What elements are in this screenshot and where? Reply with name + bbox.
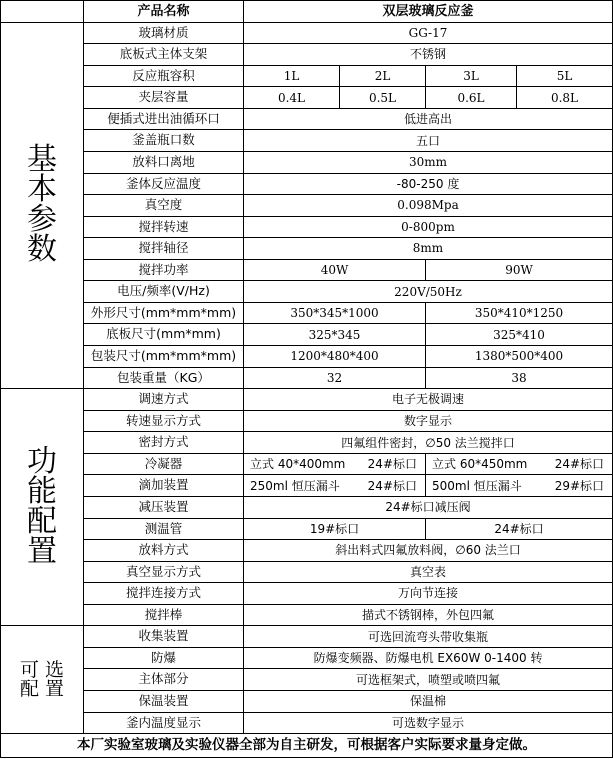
row-value: 五口 [244,130,613,152]
table-row [1,195,613,217]
row-value: 不锈钢 [244,44,613,66]
value-text: 250ml 恒压漏斗 [250,478,340,493]
table-row [1,238,613,260]
table-row [1,151,613,173]
table-row [1,22,613,44]
table-row [1,346,613,368]
row-value: 0.6L [426,87,517,109]
row-value: 1L [244,65,340,87]
value-text: 立式 60*450mm [432,457,528,472]
table-row [1,44,613,66]
row-label: 冷凝器 [84,453,244,475]
row-value: 描式不锈钢棒，外包四氟 [244,604,613,626]
row-label: 釜盖瓶口数 [84,130,244,152]
table-row [1,712,613,734]
section-optional-config [1,626,84,734]
row-label: 釜体反应温度 [84,173,244,195]
value-pair [426,458,612,470]
row-value: 低进高出 [244,108,613,130]
table-row [1,561,613,583]
table-row [1,626,613,648]
row-label: 真空显示方式 [84,561,244,583]
table-row [1,216,613,238]
row-label: 便插式进出油循环口 [84,108,244,130]
table-row [1,130,613,152]
section-char: 数 [27,232,57,268]
row-label: 真空度 [84,195,244,217]
row-label: 包装重量（KG） [84,367,244,389]
row-value: 0-800pm [244,216,613,238]
value-port: 24#标口 [367,457,417,472]
row-value: 可选框架式，喷塑或喷四氟 [244,669,613,691]
table-row [1,518,613,540]
table-row [1,173,613,195]
row-value: 350*410*1250 [426,302,613,324]
value-port: 29#标口 [554,478,605,493]
row-value: 0.4L [244,87,340,109]
row-value [244,453,426,475]
row-label: 保温装置 [84,691,244,713]
row-label: 滴加装置 [84,475,244,497]
section-char: 配 [27,504,57,540]
row-value: 0.098Mpa [244,195,613,217]
value-pair [244,480,425,492]
row-value: 0.5L [340,87,426,109]
row-label: 搅拌连接方式 [84,583,244,605]
row-value: 数字显示 [244,410,613,432]
row-value: -80-250 度 [244,173,613,195]
row-label: 搅拌功率 [84,259,244,281]
table-row [1,475,613,497]
row-label: 放料方式 [84,540,244,562]
row-value: 24#标口 [426,518,613,540]
row-label: 收集装置 [84,626,244,648]
table-row [1,540,613,562]
section-char: 能 [27,474,57,510]
row-label: 搅拌转速 [84,216,244,238]
row-value: 40W [244,259,426,281]
row-value: 四氟组件密封，∅50 法兰搅拌口 [244,432,613,454]
row-label: 放料口离地 [84,151,244,173]
table-row [1,647,613,669]
table-row [1,87,613,109]
row-value: 38 [426,367,613,389]
table-row [1,324,613,346]
table-row [1,691,613,713]
row-label: 密封方式 [84,432,244,454]
row-value: 真空表 [244,561,613,583]
value-port: 24#标口 [367,478,417,493]
value-pair [244,458,425,470]
row-label: 防爆 [84,647,244,669]
table-row [1,583,613,605]
value-port: 24#标口 [554,457,605,472]
row-label: 釜内温度显示 [84,712,244,734]
footer-row [1,734,613,758]
table-row [1,496,613,518]
section-char: 可 选 [19,658,65,681]
header-label: 产品名称 [84,1,244,23]
table-row [1,302,613,324]
section-char: 功 [27,444,57,480]
row-value: 1200*480*400 [244,346,426,368]
footer-note: 本厂实验室玻璃及实验仪器全部为自主研发，可根据客户实际要求量身定做。 [1,734,613,758]
table-row [1,281,613,303]
row-label: 底板式主体支架 [84,44,244,66]
row-label: 调速方式 [84,389,244,411]
row-value: 220V/50Hz [244,281,613,303]
row-value [244,475,426,497]
value-pair [426,480,612,492]
table-row [1,65,613,87]
row-label: 减压装置 [84,496,244,518]
table-row [1,432,613,454]
row-label: 夹层容量 [84,87,244,109]
row-value: 325*410 [426,324,613,346]
row-value: 24#标口减压阀 [244,496,613,518]
row-value: 90W [426,259,613,281]
row-value: 1380*500*400 [426,346,613,368]
row-label: 搅拌棒 [84,604,244,626]
table-row [1,259,613,281]
row-label: 反应瓶容积 [84,65,244,87]
row-value: GG-17 [244,22,613,44]
row-value: 电子无极调速 [244,389,613,411]
row-label: 底板尺寸(mm*mm) [84,324,244,346]
row-value: 325*345 [244,324,426,346]
product-name: 双层玻璃反应釜 [244,1,613,23]
row-value: 斜出料式四氟放料阀，∅60 法兰口 [244,540,613,562]
row-value: 5L [517,65,613,87]
table-row [1,453,613,475]
section-header-blank [1,1,84,23]
row-label: 转速显示方式 [84,410,244,432]
table-row [1,367,613,389]
row-value: 19#标口 [244,518,426,540]
section-char: 参 [27,202,57,238]
row-label: 外形尺寸(mm*mm*mm) [84,302,244,324]
row-value: 可选回流弯头带收集瓶 [244,626,613,648]
row-value: 保温棉 [244,691,613,713]
row-value [426,475,613,497]
row-label: 电压/频率(V/Hz) [84,281,244,303]
row-label: 测温管 [84,518,244,540]
row-label: 玻璃材质 [84,22,244,44]
table-row [1,389,613,411]
row-value: 防爆变频器、防爆电机 EX60W 0-1400 转 [244,647,613,669]
table-row [1,108,613,130]
row-label: 搅拌轴径 [84,238,244,260]
value-text: 立式 40*400mm [250,457,346,472]
row-value: 0.8L [517,87,613,109]
section-char: 本 [27,172,57,208]
table-row [1,604,613,626]
section-char: 基 [27,142,57,178]
table-row [1,669,613,691]
row-value: 3L [426,65,517,87]
row-value: 可选数字显示 [244,712,613,734]
row-value: 30mm [244,151,613,173]
row-value: 万向节连接 [244,583,613,605]
row-label: 主体部分 [84,669,244,691]
section-char: 置 [27,534,57,570]
row-value: 2L [340,65,426,87]
row-value [426,453,613,475]
row-value: 350*345*1000 [244,302,426,324]
section-char: 配 置 [19,677,65,700]
section-function-config [1,389,84,626]
value-text: 500ml 恒压漏斗 [432,478,522,493]
header-row [1,1,613,23]
row-value: 8mm [244,238,613,260]
table-row [1,410,613,432]
section-basic-params [1,22,84,389]
row-label: 包装尺寸(mm*mm*mm) [84,346,244,368]
row-value: 32 [244,367,426,389]
